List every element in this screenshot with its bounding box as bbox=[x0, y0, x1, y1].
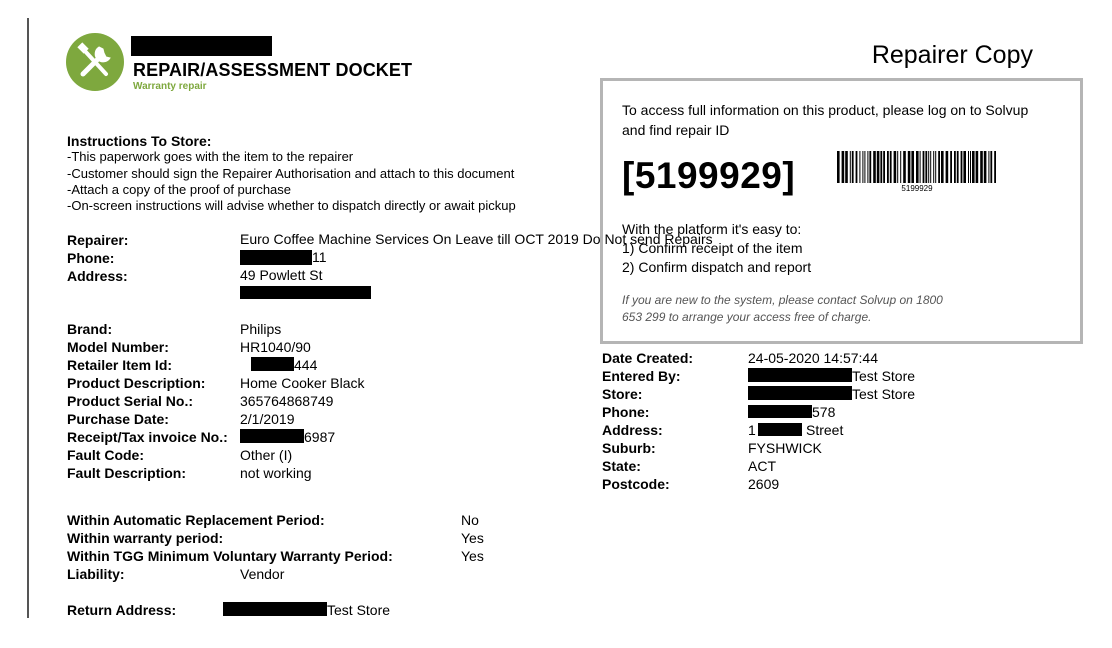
receipt-value: 6987 bbox=[304, 429, 336, 445]
retailer-id-value: 444 bbox=[294, 357, 318, 373]
barcode-bar bbox=[903, 151, 906, 183]
warranty-period-value: Yes bbox=[461, 530, 484, 546]
solvup-info-box bbox=[600, 78, 1083, 344]
barcode-bar bbox=[920, 151, 921, 183]
barcode-bar bbox=[864, 151, 865, 183]
barcode-bar bbox=[877, 151, 880, 183]
retailer-id-label: Retailer Item Id: bbox=[67, 357, 173, 373]
barcode-bar bbox=[935, 151, 936, 183]
barcode-bar bbox=[842, 151, 845, 183]
redacted-store-street bbox=[758, 423, 802, 436]
redacted-repairer-phone bbox=[240, 250, 312, 265]
barcode-bar bbox=[970, 151, 971, 183]
barcode-bar bbox=[972, 151, 975, 183]
instruction-line: -Customer should sign the Repairer Authorisation and attach to this document bbox=[67, 165, 515, 181]
redacted-repairer-address-line2 bbox=[240, 286, 371, 299]
postcode-value: 2609 bbox=[748, 476, 780, 492]
barcode-bar bbox=[890, 151, 892, 183]
barcode-bar bbox=[976, 151, 979, 183]
instruction-line: -This paperwork goes with the item to the repairer bbox=[67, 149, 354, 164]
fault-code-label: Fault Code: bbox=[67, 447, 144, 463]
store-address-number: 1 bbox=[748, 422, 756, 438]
barcode-bar bbox=[938, 151, 940, 183]
redacted-entered-by bbox=[748, 368, 852, 382]
redacted-company-name bbox=[131, 36, 272, 56]
return-address-label: Return Address: bbox=[67, 602, 177, 618]
fault-code-value: Other (I) bbox=[240, 447, 293, 463]
barcode-bar bbox=[980, 151, 983, 183]
store-address-street: Street bbox=[806, 422, 844, 438]
liability-value: Vendor bbox=[240, 566, 285, 582]
description-label: Product Description: bbox=[67, 375, 206, 391]
repairer-label: Repairer: bbox=[67, 232, 129, 248]
model-label: Model Number: bbox=[67, 339, 169, 355]
description-value: Home Cooker Black bbox=[240, 375, 365, 391]
return-address-value: Test Store bbox=[327, 602, 391, 618]
entered-by-value: Test Store bbox=[852, 368, 916, 384]
repairer-address: 49 Powlett St bbox=[240, 267, 323, 283]
brand-label: Brand: bbox=[67, 321, 113, 337]
redacted-return-address bbox=[223, 602, 327, 616]
state-label: State: bbox=[602, 458, 641, 474]
receipt-label: Receipt/Tax invoice No.: bbox=[67, 429, 228, 445]
barcode bbox=[837, 151, 997, 183]
fault-desc-value: not working bbox=[240, 465, 312, 481]
barcode-bar bbox=[869, 151, 871, 183]
tgg-warranty-value: Yes bbox=[461, 548, 484, 564]
barcode-bar bbox=[880, 151, 882, 183]
instruction-line: -Attach a copy of the proof of purchase bbox=[67, 182, 292, 197]
barcode-bar bbox=[900, 151, 901, 183]
barcode-number: 5199929 bbox=[901, 184, 933, 193]
barcode-bar bbox=[923, 151, 925, 183]
info-intro: To access full information on this product, please log on to Solvup and find repair ID bbox=[622, 102, 1029, 138]
suburb-value: FYSHWICK bbox=[748, 440, 822, 456]
auto-replace-label: Within Automatic Replacement Period: bbox=[67, 512, 325, 528]
barcode-bar bbox=[957, 151, 959, 183]
document-subtitle: Warranty repair bbox=[133, 81, 207, 92]
date-created-label: Date Created: bbox=[602, 350, 694, 366]
copy-label: Repairer Copy bbox=[871, 41, 1033, 69]
barcode-bar bbox=[852, 151, 854, 183]
repairer-name: Euro Coffee Machine Services On Leave till OCT 2019 Do Not send Repairs bbox=[240, 231, 713, 247]
purchase-date-value: 2/1/2019 bbox=[240, 411, 295, 427]
instruction-line: -On-screen instructions will advise whether to dispatch directly or await pickup bbox=[67, 198, 516, 213]
barcode-bar bbox=[925, 151, 927, 183]
redacted-retailer-id bbox=[251, 357, 294, 371]
instructions-heading: Instructions To Store: bbox=[67, 133, 212, 149]
barcode-bar bbox=[883, 151, 885, 183]
purchase-date-label: Purchase Date: bbox=[67, 411, 169, 427]
help-text: If you are new to the system, please contact Solvup on 1800 653 299 to arrange your access free of charge. bbox=[622, 293, 943, 324]
auto-replace-value: No bbox=[461, 512, 479, 528]
barcode-bar bbox=[946, 151, 949, 183]
barcode-bar bbox=[994, 151, 996, 183]
barcode-bar bbox=[887, 151, 889, 183]
model-value: HR1040/90 bbox=[240, 339, 311, 355]
warranty-period-label: Within warranty period: bbox=[67, 530, 224, 546]
barcode-bar bbox=[908, 151, 911, 183]
barcode-bar bbox=[961, 151, 963, 183]
brand-value: Philips bbox=[240, 321, 282, 337]
entered-by-label: Entered By: bbox=[602, 368, 681, 384]
liability-label: Liability: bbox=[67, 566, 125, 582]
barcode-bar bbox=[911, 151, 914, 183]
barcode-bar bbox=[950, 151, 952, 183]
serial-label: Product Serial No.: bbox=[67, 393, 194, 409]
platform-intro: With the platform it's easy to: bbox=[622, 221, 802, 237]
barcode-bar bbox=[954, 151, 956, 183]
barcode-bar bbox=[850, 151, 851, 183]
state-value: ACT bbox=[748, 458, 776, 474]
store-phone-value: 578 bbox=[812, 404, 836, 420]
barcode-bar bbox=[968, 151, 969, 183]
serial-value: 365764868749 bbox=[240, 393, 334, 409]
redacted-store-phone bbox=[748, 405, 812, 418]
barcode-bar bbox=[873, 151, 876, 183]
document-title: REPAIR/ASSESSMENT DOCKET bbox=[133, 60, 413, 80]
suburb-label: Suburb: bbox=[602, 440, 656, 456]
barcode-bar bbox=[862, 151, 863, 183]
barcode-bar bbox=[933, 151, 934, 183]
tools-icon bbox=[66, 33, 124, 91]
store-label: Store: bbox=[602, 386, 643, 402]
barcode-bar bbox=[990, 151, 992, 183]
barcode-bar bbox=[941, 151, 944, 183]
barcode-bar bbox=[859, 151, 860, 183]
barcode-bar bbox=[856, 151, 858, 183]
barcode-bar bbox=[930, 151, 931, 183]
step-confirm-receipt: 1) Confirm receipt of the item bbox=[622, 240, 803, 256]
store-address-label: Address: bbox=[602, 422, 663, 438]
tgg-warranty-label: Within TGG Minimum Voluntary Warranty Period: bbox=[67, 548, 393, 564]
repairer-phone-label: Phone: bbox=[67, 250, 115, 266]
repair-id: [5199929] bbox=[622, 155, 796, 196]
repairer-phone: 11 bbox=[312, 249, 327, 265]
barcode-bar bbox=[837, 151, 840, 183]
barcode-bar bbox=[845, 151, 848, 183]
barcode-bar bbox=[894, 151, 897, 183]
left-margin-rule bbox=[27, 18, 29, 618]
fault-desc-label: Fault Description: bbox=[67, 465, 187, 481]
barcode-bar bbox=[897, 151, 898, 183]
redacted-receipt-number bbox=[240, 429, 304, 443]
barcode-bar bbox=[963, 151, 966, 183]
barcode-bar bbox=[928, 151, 929, 183]
step-confirm-dispatch: 2) Confirm dispatch and report bbox=[622, 259, 812, 275]
barcode-bar bbox=[984, 151, 987, 183]
store-phone-label: Phone: bbox=[602, 404, 650, 420]
barcode-bar bbox=[916, 151, 919, 183]
date-created-value: 24-05-2020 14:57:44 bbox=[748, 350, 878, 366]
barcode-bar bbox=[988, 151, 989, 183]
store-value: Test Store bbox=[852, 386, 916, 402]
postcode-label: Postcode: bbox=[602, 476, 670, 492]
repairer-address-label: Address: bbox=[67, 268, 128, 284]
redacted-store-name bbox=[748, 386, 852, 400]
barcode-bar bbox=[867, 151, 868, 183]
